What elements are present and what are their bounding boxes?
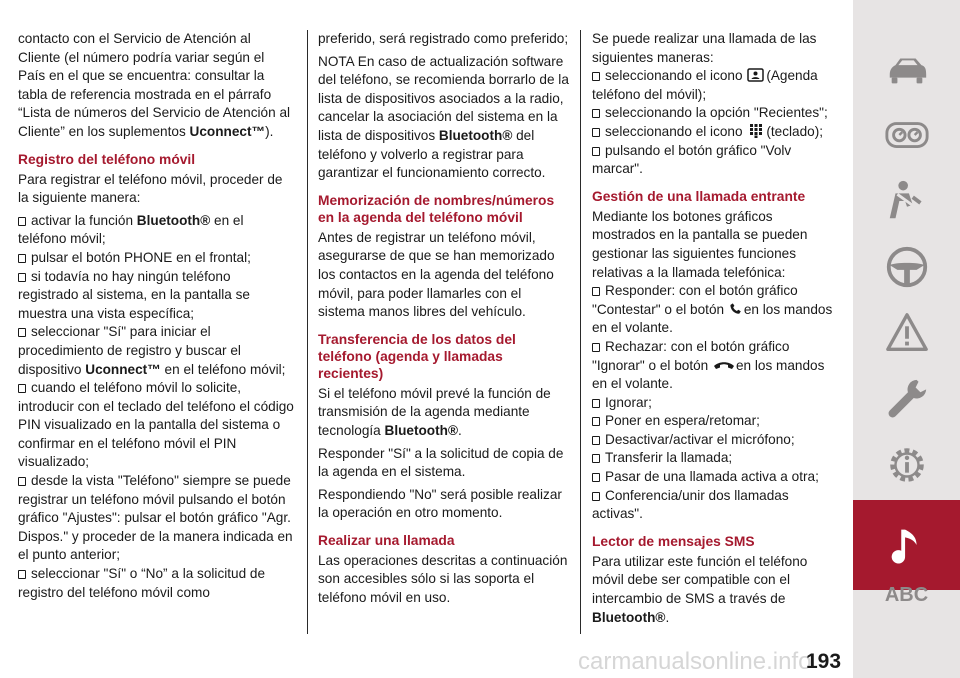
paragraph: Si el teléfono móvil prevé la función de transmisión de la agenda mediante tecnología Bluetooth®. xyxy=(318,385,551,438)
list-item: cuando el teléfono móvil lo solicite, introducir con el teclado del teléfono el código PIN visualizado en la pantalla del sistema o confirmar en el teléfono móvil el PIN visualizado; xyxy=(18,380,294,470)
keypad-icon xyxy=(746,124,766,138)
list-item: Desactivar/activar el micrófono; xyxy=(592,431,834,450)
bullet-square-icon xyxy=(18,570,26,579)
section-heading: Transferencia de los datos del teléfono (agenda y llamadas recientes) xyxy=(318,331,516,381)
column-3 xyxy=(592,30,834,631)
bullet-square-icon xyxy=(592,128,600,137)
dashboard-icon xyxy=(884,112,930,158)
paragraph: Se puede realizar una llamada de las siguientes maneras: xyxy=(592,31,817,65)
list-item: seleccionando la opción "Recientes"; xyxy=(592,104,834,123)
bullet-square-icon xyxy=(592,72,600,81)
list-item: seleccionando el icono (Agenda teléfono del móvil); xyxy=(592,68,818,102)
column-1 xyxy=(18,30,294,602)
list-item: Rechazar: con el botón gráfico "Ignorar" o el botón en los mandos en el volante. xyxy=(592,338,825,392)
column-divider xyxy=(307,30,308,634)
list-item: Ignorar; xyxy=(592,394,834,413)
sidebar-tab-safety[interactable] xyxy=(853,170,960,232)
bullet-square-icon xyxy=(592,343,600,352)
list-item: activar la función Bluetooth® en el teléfono móvil; xyxy=(18,212,244,247)
list-item: seleccionar "Sí" o “No” a la solicitud de registro del teléfono móvil como xyxy=(18,566,266,600)
sidebar-tab-maintenance[interactable] xyxy=(853,368,960,430)
gear-info-icon xyxy=(884,442,930,488)
bullet-square-icon xyxy=(592,287,600,296)
car-icon xyxy=(884,46,930,92)
bullet-square-icon xyxy=(592,399,600,408)
section-heading: Gestión de una llamada entrante xyxy=(592,188,806,204)
paragraph: Las operaciones descritas a continuación son accesibles sólo si las soporta el teléfono móvil en uso. xyxy=(318,552,568,606)
bullet-square-icon xyxy=(18,328,26,337)
bullet-square-icon xyxy=(18,384,26,393)
column-divider xyxy=(580,30,581,634)
list-item: seleccionando el icono (teclado); xyxy=(592,123,834,142)
list-item: si todavía no hay ningún teléfono registrado al sistema, en la pantalla se muestra una vista específica; xyxy=(18,268,250,321)
wrench-icon xyxy=(884,376,930,422)
paragraph: Para registrar el teléfono móvil, proceder de la siguiente manera: xyxy=(18,171,283,206)
sidebar-tab-index[interactable]: ABC xyxy=(884,584,929,606)
list-item: seleccionar "Sí" para iniciar el procedimiento de registro y buscar el dispositivo Uconnect™ en el teléfono móvil; xyxy=(18,324,286,377)
bullet-square-icon xyxy=(592,417,600,426)
sidebar-tab-multimedia[interactable] xyxy=(853,500,960,590)
bullet-square-icon xyxy=(592,473,600,482)
list-item: Poner en espera/retomar; xyxy=(592,412,834,431)
bullet-square-icon xyxy=(592,454,600,463)
section-heading: Memorización de nombres/números en la agenda del teléfono móvil xyxy=(318,192,555,225)
bullet-square-icon xyxy=(592,436,600,445)
phone-hangup-icon xyxy=(712,358,736,372)
bullet-square-icon xyxy=(18,254,26,263)
section-heading: Lector de mensajes SMS xyxy=(592,533,755,549)
list-item: pulsar el botón PHONE en el frontal; xyxy=(18,249,294,268)
paragraph: Antes de registrar un teléfono móvil, asegurarse de que se han memorizado los contactos en la agenda del teléfono móvil, para poder llamarles con el sistema manos libres del vehículo. xyxy=(318,229,555,320)
seat-belt-icon xyxy=(884,178,930,224)
sidebar-tab-technical-data[interactable] xyxy=(853,434,960,496)
watermark: carmanualsonline.info xyxy=(578,648,812,675)
phone-answer-icon xyxy=(728,302,744,316)
sidebar-tab-dashboard[interactable] xyxy=(853,104,960,166)
list-item: pulsando el botón gráfico "Volv marcar". xyxy=(592,142,792,177)
bullet-square-icon xyxy=(592,492,600,501)
list-item: Transferir la llamada; xyxy=(592,449,834,468)
paragraph: Responder "Sí" a la solicitud de copia de la agenda en el sistema. xyxy=(318,445,564,480)
sidebar-tab-car[interactable] xyxy=(853,38,960,100)
contacts-book-icon xyxy=(746,68,766,82)
list-item: desde la vista "Teléfono" siempre se puede registrar un teléfono móvil pulsando el botón gráfico "Ajustes": pulsar el botón gráfico "Agr. Dispos." y proceder de la manera indicada en el punto anterior; xyxy=(18,473,293,563)
bullet-square-icon xyxy=(18,217,26,226)
bullet-square-icon xyxy=(18,273,26,282)
section-heading: Realizar una llamada xyxy=(318,532,455,548)
sidebar-tab-driving[interactable] xyxy=(853,236,960,298)
sidebar-tab-emergency[interactable] xyxy=(853,302,960,364)
steering-wheel-icon xyxy=(884,244,930,290)
list-item: Conferencia/unir dos llamadas activas". xyxy=(592,487,789,522)
section-heading: Registro del teléfono móvil xyxy=(18,151,196,167)
page-number: 193 xyxy=(806,650,842,673)
column-2 xyxy=(318,30,570,612)
note-paragraph: NOTA En caso de actualización software del teléfono, se recomienda borrarlo de la lista de dispositivos asociados a la radio, cancelar la asociación del sistema en la lista de dispositivos Bluetooth® del teléfono y volverlo a registrar para garantizar el funcionamiento correcto. xyxy=(318,53,569,181)
paragraph: Mediante los botones gráficos mostrados en la pantalla se pueden gestionar las siguientes funciones relativas a la llamada telefónica: xyxy=(592,208,808,280)
list-item: Responder: con el botón gráfico "Contestar" o el botón en los mandos en el volante. xyxy=(592,283,833,336)
paragraph: Para utilizar este función el teléfono móvil debe ser compatible con el intercambio de SMS a través de Bluetooth®. xyxy=(592,553,808,625)
paragraph: Respondiendo "No" será posible realizar la operación en otro momento. xyxy=(318,486,562,521)
paragraph: preferido, será registrado como preferido; xyxy=(318,31,569,46)
paragraph: contacto con el Servicio de Atención al Cliente (el número podría variar según el País en el que se encuentra: consultar la tabla de referencia mostrada en el párrafo “Lista de números del Servicio de Atención al Cliente” en los suplementos Uconnect™). xyxy=(18,31,291,139)
music-note-icon xyxy=(884,522,930,568)
warning-triangle-icon xyxy=(884,310,930,356)
list-item: Pasar de una llamada activa a otra; xyxy=(592,468,834,487)
chapter-sidebar xyxy=(853,0,960,678)
bullet-square-icon xyxy=(592,147,600,156)
bullet-square-icon xyxy=(18,477,26,486)
bullet-square-icon xyxy=(592,109,600,118)
